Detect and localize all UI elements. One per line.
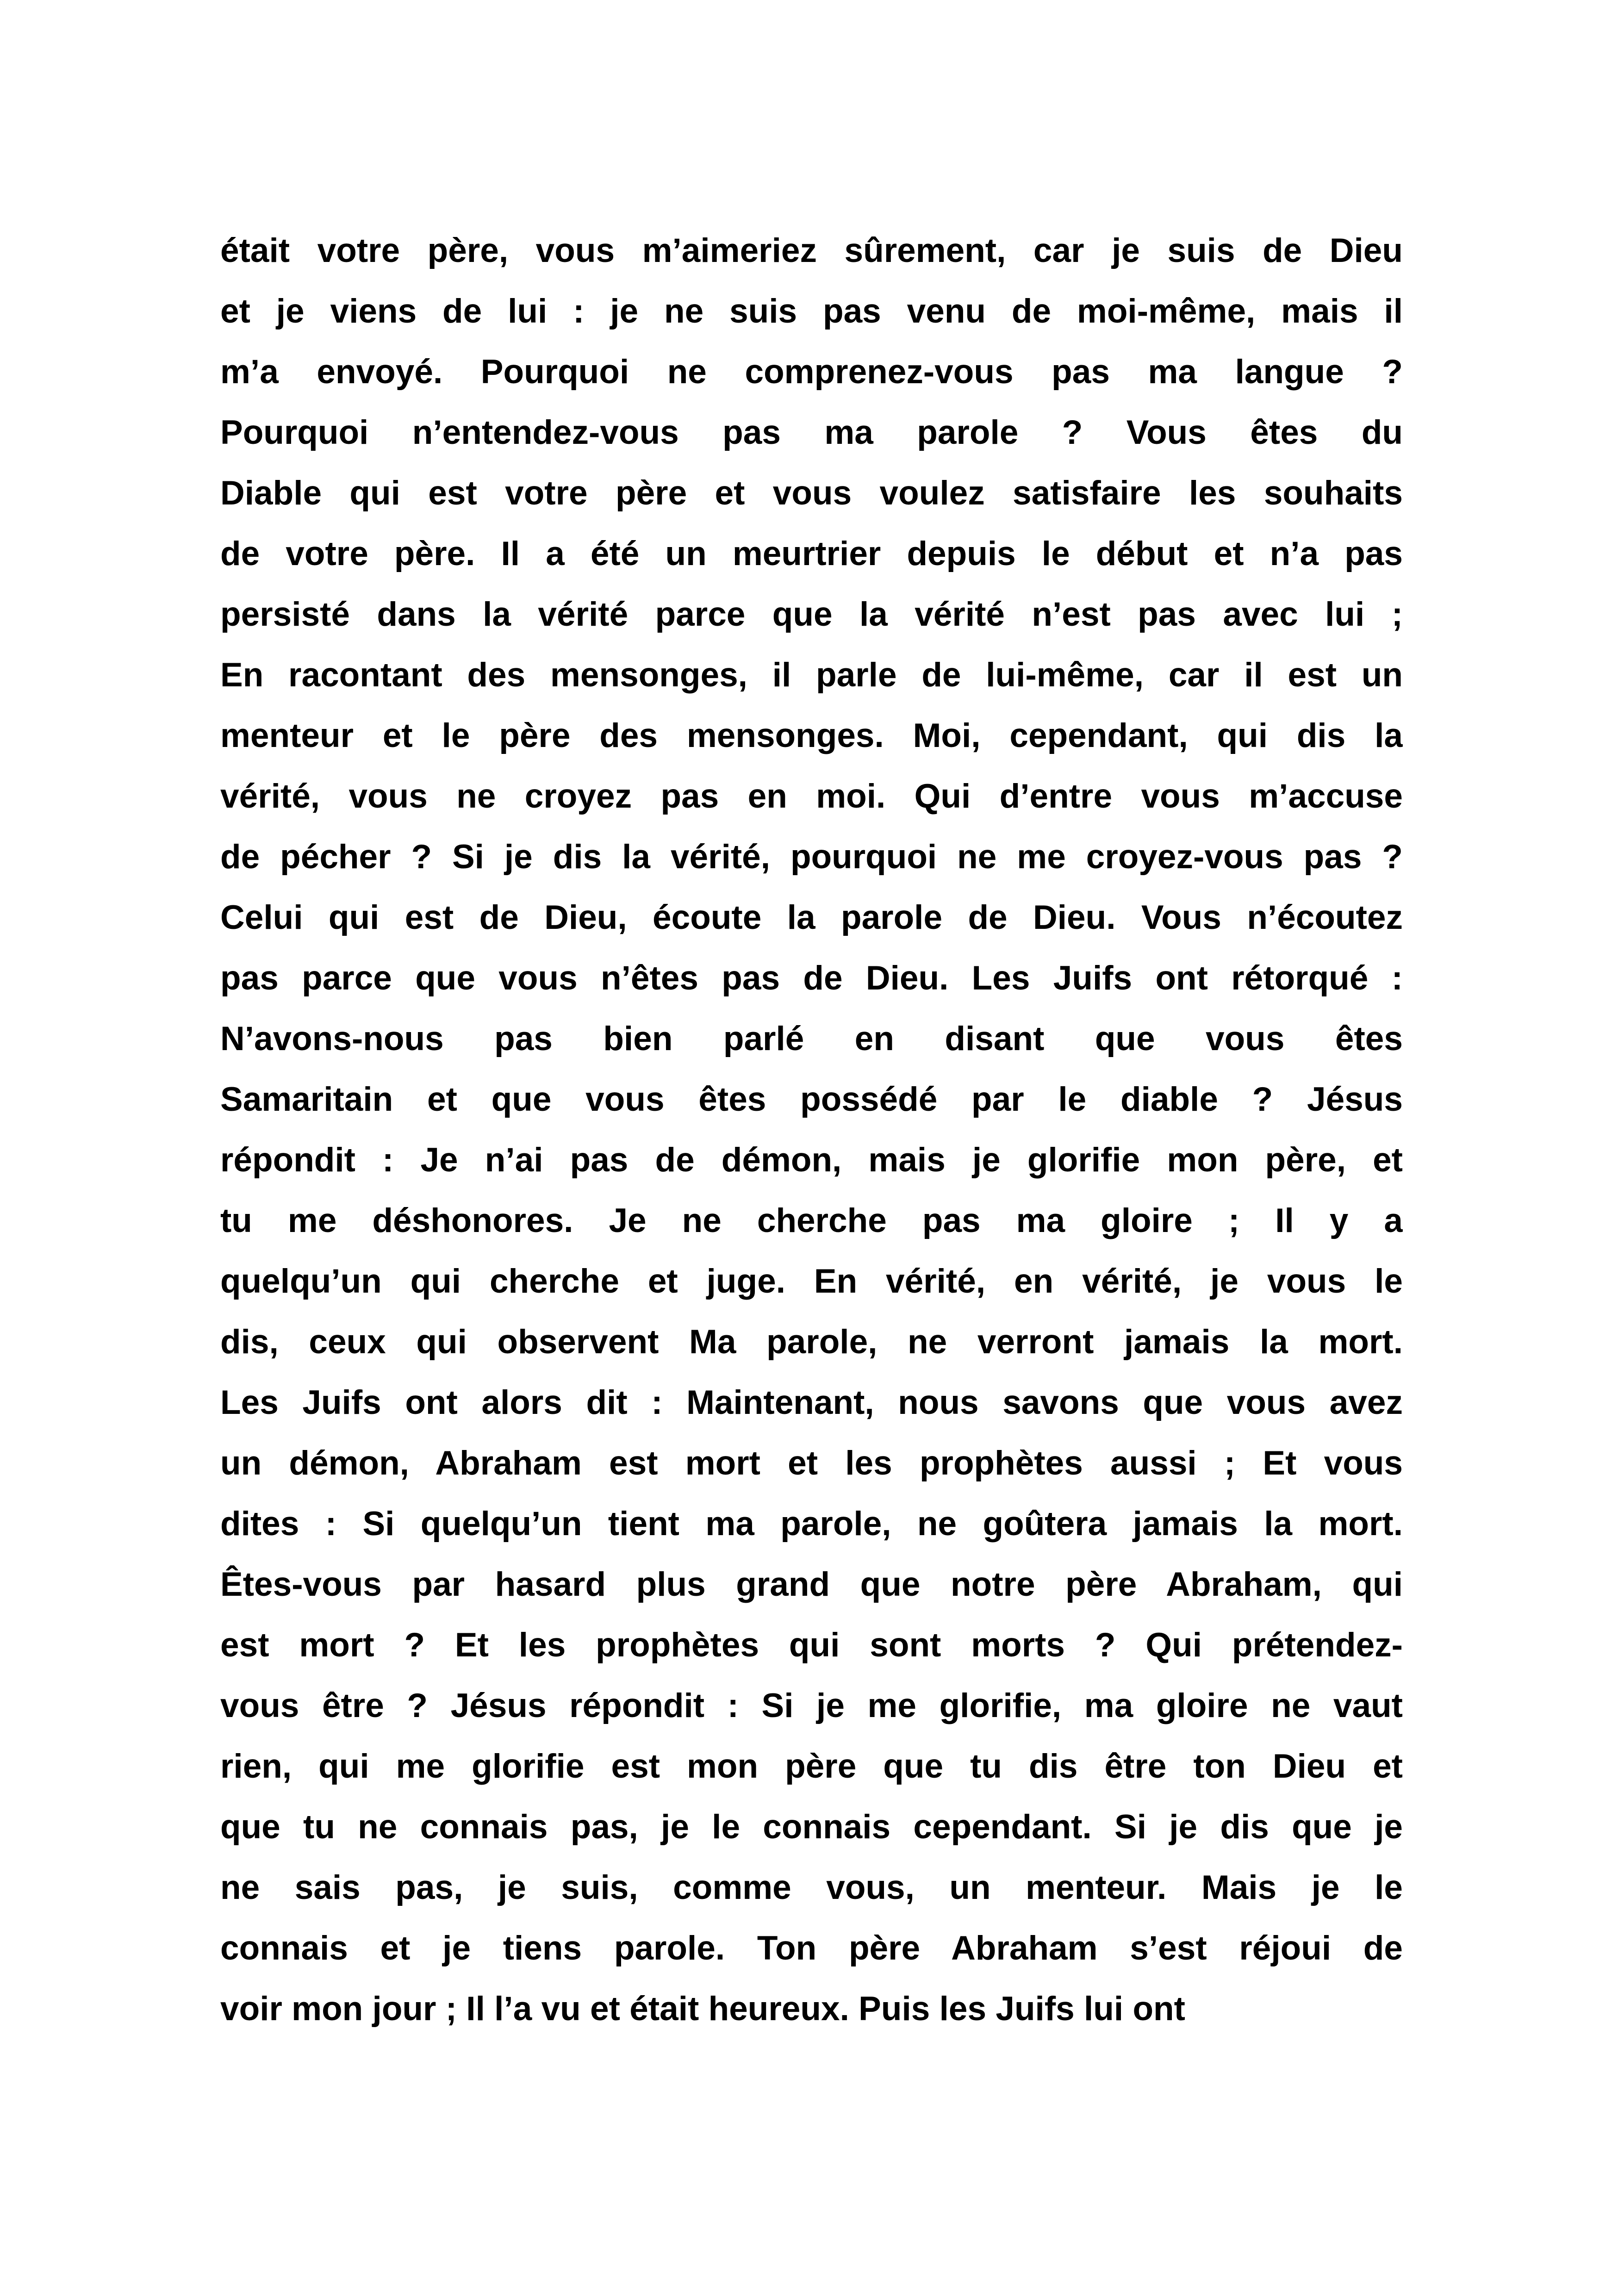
text-line: dites : Si quelqu’un tient ma parole, ne goûtera jamais la mort.	[220, 1505, 1403, 1543]
text-line: rien, qui me glorifie est mon père que tu dis être ton Dieu et	[220, 1748, 1403, 1785]
body-text	[220, 220, 1403, 2039]
text-line: un démon, Abraham est mort et les prophètes aussi ; Et vous	[220, 1444, 1403, 1482]
text-line: connais et je tiens parole. Ton père Abraham s’est réjoui de	[220, 1929, 1403, 1967]
text-line: tu me déshonores. Je ne cherche pas ma gloire ; Il y a	[220, 1202, 1403, 1239]
text-line: vérité, vous ne croyez pas en moi. Qui d’entre vous m’accuse	[220, 778, 1403, 815]
text-line: vous être ? Jésus répondit : Si je me glorifie, ma gloire ne vaut	[220, 1687, 1403, 1724]
text-line: Samaritain et que vous êtes possédé par le diable ? Jésus	[220, 1081, 1403, 1118]
text-line: est mort ? Et les prophètes qui sont morts ? Qui prétendez-	[220, 1626, 1403, 1664]
text-line: Les Juifs ont alors dit : Maintenant, nous savons que vous avez	[220, 1384, 1403, 1421]
text-line: voir mon jour ; Il l’a vu et était heureux. Puis les Juifs lui ont	[220, 1990, 1185, 2028]
text-line: persisté dans la vérité parce que la vérité n’est pas avec lui ;	[220, 596, 1403, 633]
text-line: menteur et le père des mensonges. Moi, cependant, qui dis la	[220, 717, 1403, 754]
text-line: m’a envoyé. Pourquoi ne comprenez-vous pas ma langue ?	[220, 353, 1403, 391]
text-line: quelqu’un qui cherche et juge. En vérité, en vérité, je vous le	[220, 1263, 1403, 1300]
text-line: Êtes-vous par hasard plus grand que notre père Abraham, qui	[220, 1566, 1403, 1603]
text-line: que tu ne connais pas, je le connais cependant. Si je dis que je	[220, 1808, 1403, 1846]
text-line: En racontant des mensonges, il parle de lui-même, car il est un	[220, 656, 1403, 694]
text-line: pas parce que vous n’êtes pas de Dieu. Les Juifs ont rétorqué :	[220, 959, 1403, 997]
text-line: Diable qui est votre père et vous voulez satisfaire les souhaits	[220, 474, 1403, 512]
text-line: de votre père. Il a été un meurtrier depuis le début et n’a pas	[220, 535, 1403, 572]
text-line: N’avons-nous pas bien parlé en disant que vous êtes	[220, 1020, 1403, 1058]
text-line: dis, ceux qui observent Ma parole, ne verront jamais la mort.	[220, 1323, 1403, 1361]
text-line: de pécher ? Si je dis la vérité, pourquoi ne me croyez-vous pas ?	[220, 838, 1403, 876]
text-line: ne sais pas, je suis, comme vous, un menteur. Mais je le	[220, 1869, 1403, 1906]
text-line: Celui qui est de Dieu, écoute la parole de Dieu. Vous n’écoutez	[220, 899, 1403, 936]
text-line: et je viens de lui : je ne suis pas venu de moi-même, mais il	[220, 292, 1403, 330]
text-line: était votre père, vous m’aimeriez sûrement, car je suis de Dieu	[220, 232, 1403, 269]
text-line: Pourquoi n’entendez-vous pas ma parole ? Vous êtes du	[220, 414, 1403, 451]
text-line: répondit : Je n’ai pas de démon, mais je glorifie mon père, et	[220, 1141, 1403, 1179]
